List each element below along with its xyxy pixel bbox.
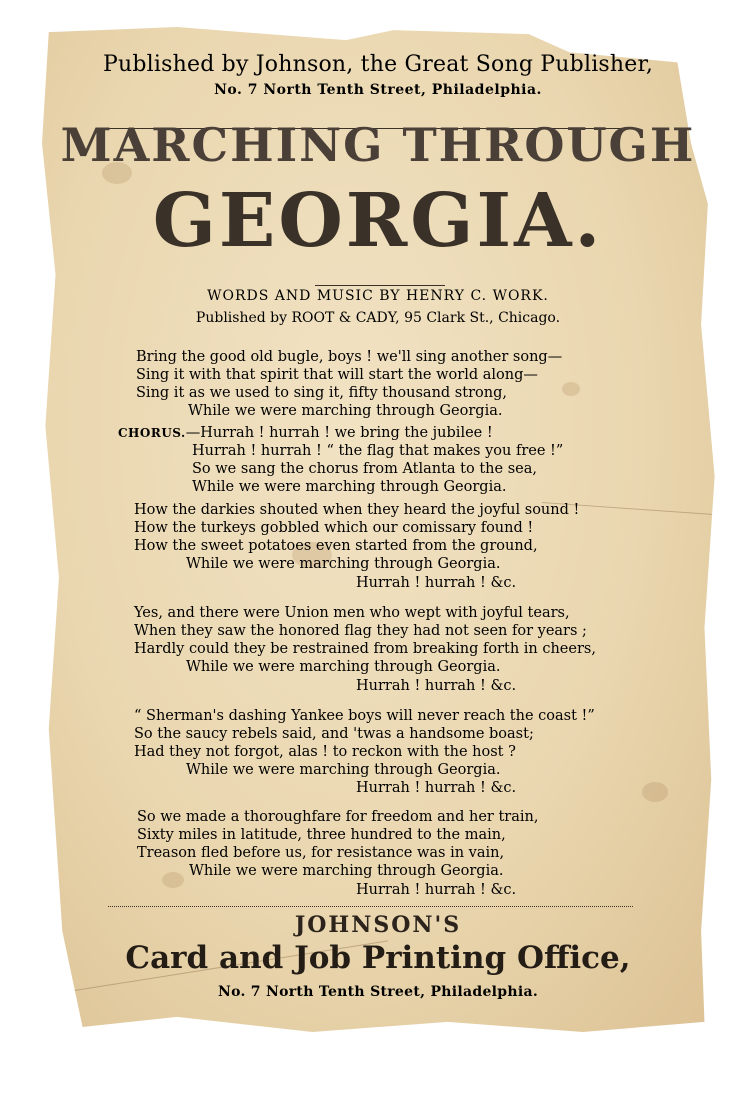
footer-line-2: Card and Job Printing Office, [125, 940, 631, 976]
refrain: Hurrah ! hurrah ! &c. [356, 882, 517, 898]
credits-line-1: WORDS AND MUSIC BY HENRY C. WORK. [207, 288, 549, 304]
verse-line: Yes, and there were Union men who wept with joyful tears, [134, 605, 570, 621]
verse-line: Sing it with that spirit that will start the world along— [136, 367, 538, 383]
verse-line: Bring the good old bugle, boys ! we'll sing another song— [136, 349, 563, 365]
chorus-line: —Hurrah ! hurrah ! we bring the jubilee ! [185, 425, 493, 441]
footer-line-1: JOHNSON'S [294, 912, 462, 938]
verse-line: How the turkeys gobbled which our comissary found ! [134, 520, 534, 536]
verse-line: While we were marching through Georgia. [186, 762, 501, 778]
verse-3 [134, 604, 596, 676]
verse-line: So the saucy rebels said, and 'twas a handsome boast; [134, 726, 534, 742]
chorus-line: While we were marching through Georgia. [192, 479, 507, 495]
chorus-label: CHORUS. [118, 426, 186, 440]
verse-line: How the darkies shouted when they heard the joyful sound ! [134, 502, 580, 518]
credits-line-2: Published by ROOT & CADY, 95 Clark St., Chicago. [195, 310, 561, 326]
verse-line: How the sweet potatoes even started from the ground, [134, 538, 538, 554]
verse-line: So we made a thoroughfare for freedom and her train, [137, 809, 539, 825]
verse-line: Treason fled before us, for resistance was in vain, [137, 845, 505, 861]
title-rule [315, 285, 445, 286]
verse-5 [137, 808, 538, 880]
verse-line: Hardly could they be restrained from breaking forth in cheers, [134, 641, 596, 657]
verse-line: While we were marching through Georgia. [188, 403, 503, 419]
verse-2 [134, 501, 579, 573]
verse-line: Had they not forgot, alas ! to reckon with the host ? [134, 744, 516, 760]
verse-line: Sixty miles in latitude, three hundred to the main, [137, 827, 506, 843]
refrain: Hurrah ! hurrah ! &c. [356, 575, 517, 591]
title-line-2: GEORGIA. [152, 178, 604, 264]
title-line-1: MARCHING THROUGH [60, 118, 696, 172]
verse-line: While we were marching through Georgia. [186, 659, 501, 675]
verse-line: Sing it as we used to sing it, fifty thousand strong, [136, 385, 507, 401]
footer-line-3: No. 7 North Tenth Street, Philadelphia. [217, 984, 539, 1000]
chorus-line: So we sang the chorus from Atlanta to the sea, [192, 461, 537, 477]
verse-1 [136, 348, 562, 420]
refrain: Hurrah ! hurrah ! &c. [356, 780, 517, 796]
verse-line: While we were marching through Georgia. [189, 863, 504, 879]
footer-rule [108, 906, 633, 907]
chorus-line: Hurrah ! hurrah ! “ the flag that makes you free !” [192, 443, 564, 459]
publisher-line: Published by Johnson, the Great Song Publisher, [102, 52, 654, 77]
publisher-address: No. 7 North Tenth Street, Philadelphia. [214, 82, 542, 98]
chorus [118, 424, 563, 496]
verse-line: While we were marching through Georgia. [186, 556, 501, 572]
verse-line: When they saw the honored flag they had not seen for years ; [134, 623, 587, 639]
verse-4 [134, 707, 595, 779]
verse-line: “ Sherman's dashing Yankee boys will never reach the coast !” [134, 708, 595, 724]
refrain: Hurrah ! hurrah ! &c. [356, 678, 517, 694]
